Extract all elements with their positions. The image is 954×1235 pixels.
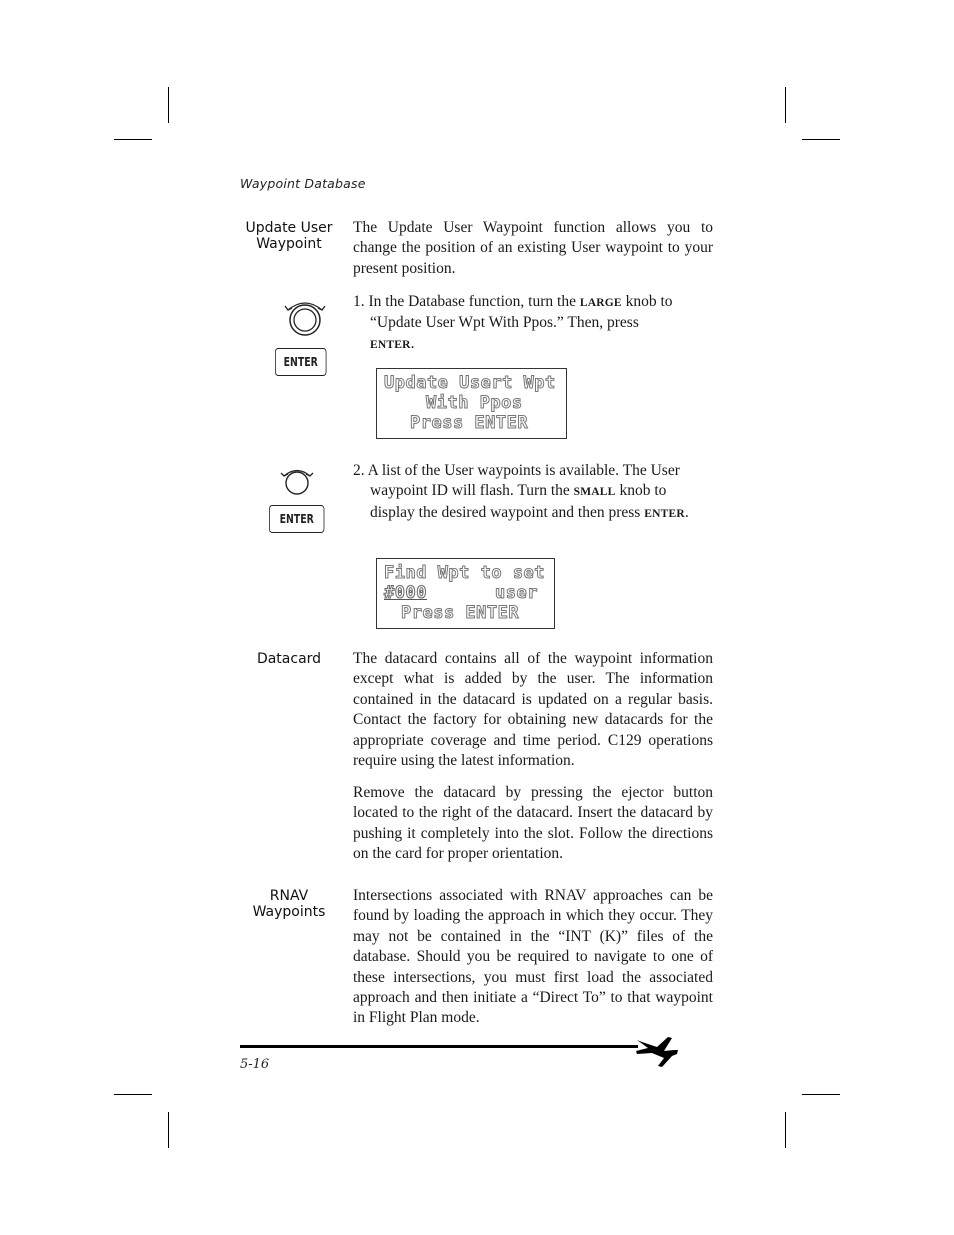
crop-mark <box>785 87 786 123</box>
footer-rule <box>240 1045 638 1048</box>
lcd-line-3: Press ENTER <box>401 603 520 623</box>
rnav-paragraph: Intersections associated with RNAV approaches can be found by loading the approach in which they occur. They may not be contained in the “INT (K)” files of the database. Should you be required to navigate to one of these intersections, you must first load the associated approach and then initiate a “Direct To” to that waypoint in Flight Plan mode. <box>353 887 713 1027</box>
side-heading-rnav-waypoints: RNAV Waypoints <box>252 888 326 920</box>
lcd-line-3: Press ENTER <box>410 413 529 433</box>
crop-mark <box>168 1112 169 1148</box>
crop-mark <box>802 139 840 140</box>
running-header: Waypoint Database <box>240 176 366 191</box>
crop-mark <box>785 1112 786 1148</box>
small-knob-icon <box>277 466 317 498</box>
enter-button-icon: ENTER <box>269 505 324 533</box>
lcd-line-1: Update Usert Wpt <box>384 373 556 393</box>
intro-paragraph: The Update User Waypoint function allows you to change the position of an existing User waypoint to your present position. <box>353 219 713 277</box>
lcd-user-label: user <box>495 583 538 603</box>
lcd-display-find-wpt <box>376 558 555 629</box>
lcd-line-2: With Ppos <box>426 393 523 413</box>
side-heading-datacard: Datacard <box>256 651 322 667</box>
step-1: 1. In the Database function, turn the LARGE knob to “Update User Wpt With Ppos.” Then, press ENTER. <box>353 293 673 352</box>
datacard-paragraph-1: The datacard contains all of the waypoint information except what is added by the user. The information contained in the datacard is updated on a regular basis. Contact the factory for obtaining new datacards for the appropriate coverage and time period. C129 operations require using the latest information. <box>353 650 713 770</box>
lcd-display-update-user-wpt <box>376 368 567 439</box>
datacard-paragraph-2: Remove the datacard by pressing the ejector button located to the right of the datacard. Insert the datacard by pushing it completely into the slot. Follow the directions on the card for proper orientation. <box>353 784 713 863</box>
lcd-waypoint-id: #000 <box>384 583 427 603</box>
side-heading-update-user-waypoint: Update User Waypoint <box>245 220 333 252</box>
crop-mark <box>802 1094 840 1095</box>
enter-button-icon: ENTER <box>275 348 326 376</box>
crop-mark <box>114 1094 152 1095</box>
page-number: 5-16 <box>240 1057 270 1072</box>
lcd-line-1: Find Wpt to set <box>384 563 546 583</box>
step-2: 2. A list of the User waypoints is available. The User waypoint ID will flash. Turn the SMALL knob to display the desired waypoint and then press ENTER. <box>353 462 689 521</box>
crop-mark <box>168 87 169 123</box>
airplane-logo-icon <box>634 1034 680 1068</box>
large-knob-icon <box>280 298 330 340</box>
crop-mark <box>114 139 152 140</box>
